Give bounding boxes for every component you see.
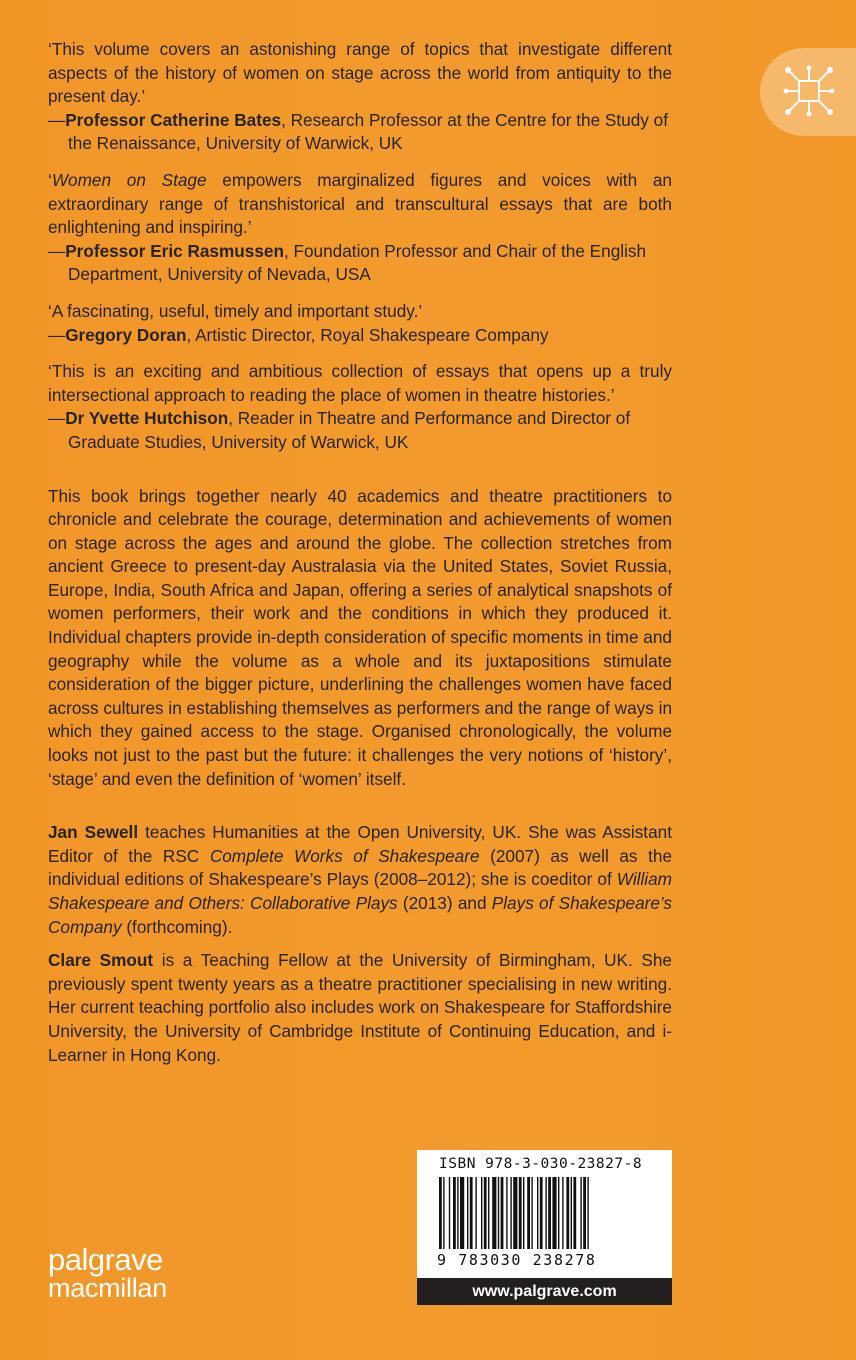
barcode-image bbox=[439, 1177, 651, 1249]
quote-text: ‘This volume covers an astonishing range of topics that investigate different aspects of the history of women on stage across the world from antiquity to the present day.’ bbox=[48, 39, 672, 107]
barcode-bar bbox=[510, 1177, 511, 1249]
quote-text: ‘A fascinating, useful, timely and important study.’ bbox=[48, 300, 423, 321]
quote-text: ‘Women on Stage empowers marginalized figures and voices with an extraordinary range of transhistorical and transcultural essays that are both enlightening and inspiring.’ bbox=[48, 169, 672, 238]
barcode-bar bbox=[470, 1177, 473, 1249]
barcode-bar bbox=[523, 1177, 524, 1249]
cover-text bbox=[48, 38, 672, 1067]
endorser-name: Professor Catherine Bates bbox=[65, 109, 282, 130]
endorser-name: Gregory Doran bbox=[65, 324, 187, 345]
quote-text: ‘This is an exciting and ambitious collection of essays that opens up a truly intersectional approach to reading the place of women in theatre histories.’ bbox=[48, 361, 672, 405]
barcode-bar bbox=[587, 1177, 588, 1249]
publisher-url: www.palgrave.com bbox=[417, 1278, 672, 1305]
barcode-bar bbox=[558, 1177, 559, 1249]
isbn-label: ISBN 978-3-030-23827-8 bbox=[439, 1156, 643, 1172]
barcode-bar bbox=[548, 1177, 551, 1249]
barcode-bar bbox=[571, 1177, 572, 1249]
publisher-name-line2: macmillan bbox=[48, 1273, 167, 1303]
barcode-bar bbox=[583, 1177, 586, 1249]
barcode-bar bbox=[501, 1177, 504, 1249]
barcode-bar bbox=[475, 1177, 476, 1249]
barcode-bar bbox=[540, 1177, 543, 1249]
barcode-bar bbox=[566, 1177, 569, 1249]
barcode-bar bbox=[467, 1177, 468, 1249]
publisher-name-line1: palgrave bbox=[48, 1242, 163, 1277]
barcode-digits: 9 783030 238278 bbox=[437, 1251, 597, 1269]
barcode-bar bbox=[453, 1177, 456, 1249]
quote-attribution: —Professor Catherine Bates, Research Professor at the Centre for the Study of the Renaissance, University of Warwick, UK bbox=[48, 109, 668, 154]
endorsement-3 bbox=[48, 300, 672, 347]
endorsement-4 bbox=[48, 360, 672, 454]
quote-attribution: —Dr Yvette Hutchison, Reader in Theatre and Performance and Director of Graduate Studies, University of Warwick, UK bbox=[48, 408, 631, 452]
barcode-bar bbox=[513, 1177, 517, 1249]
isbn-barcode-panel bbox=[417, 1150, 672, 1305]
palgrave-emblem-badge bbox=[760, 48, 856, 136]
barcode-bar bbox=[488, 1177, 489, 1249]
barcode-bar bbox=[545, 1177, 546, 1249]
barcode-bar bbox=[449, 1177, 450, 1249]
barcode-bar bbox=[519, 1177, 522, 1249]
barcode-bar bbox=[484, 1177, 487, 1249]
endorsement-2 bbox=[48, 169, 672, 287]
book-title: Women on Stage bbox=[51, 169, 207, 190]
barcode-bar bbox=[552, 1177, 556, 1249]
publisher-logo bbox=[48, 1242, 167, 1303]
palgrave-network-icon bbox=[780, 62, 838, 120]
quote-attribution: —Professor Eric Rasmussen, Foundation Professor and Chair of the English Department, University of Nevada, USA bbox=[48, 240, 647, 285]
endorser-name: Professor Eric Rasmussen bbox=[65, 240, 284, 261]
author-name: Clare Smout bbox=[48, 950, 154, 971]
barcode-bar bbox=[531, 1177, 532, 1249]
quote-attribution: —Gregory Doran, Artistic Director, Royal Shakespeare Company bbox=[48, 324, 549, 345]
author-name: Jan Sewell bbox=[48, 822, 139, 843]
barcode-bar bbox=[573, 1177, 576, 1249]
author-bio-sewell: Jan Sewell teaches Humanities at the Open University, UK. She was Assistant Editor of the RSC Complete Works of Shakespeare (2007) as well as the individual editions of Shakespeare’s Plays (2008–2012); she is coeditor of William Shakespeare and Others: Collaborative Plays (2013) and Plays of Shakespeare’s Company (forthcoming). bbox=[48, 822, 673, 937]
barcode-bar bbox=[527, 1177, 530, 1249]
author-bio-smout: Clare Smout is a Teaching Fellow at the University of Birmingham, UK. She previously spent twenty years as a theatre practitioner specialising in new writing. Her current teaching portfolio also includes work on Shakespeare for Staffordshire University, the University of Cambridge Institute of Continuing Education, and i-Learner in Hong Kong. bbox=[48, 950, 672, 1065]
barcode-bar bbox=[460, 1177, 464, 1249]
barcode-bar bbox=[562, 1177, 563, 1249]
barcode-bar bbox=[506, 1177, 507, 1249]
barcode-bar bbox=[439, 1177, 442, 1249]
barcode-bar bbox=[457, 1177, 458, 1249]
endorsement-1 bbox=[48, 38, 672, 156]
barcode-bar bbox=[443, 1177, 444, 1249]
book-description: This book brings together nearly 40 academics and theatre practitioners to chronicle and celebrate the courage, determination and achievements of women on stage across the ages and around the globe. The collection stretches from ancient Greece to present-day Australasia via the United States, Soviet Russia, Europe, India, South Africa and Japan, offering a series of analytical snapshots of women performers, their work and the conditions in which they produced it. Individual chapters provide in-depth consideration of specific moments in time and geography while the volume as a whole and its juxtapositions stimulate consideration of the bigger picture, underlining the challenges women have faced across cultures in establishing themselves as performers and the range of ways in which they gained access to the stage. Organised chronologically, the volume looks not just to the past but the future: it challenges the very notions of ‘history’, ‘stage’ and even the definition of ‘women’ itself. bbox=[48, 485, 672, 789]
barcode-bar bbox=[537, 1177, 538, 1249]
barcode-bar bbox=[492, 1177, 496, 1249]
barcode-bar bbox=[481, 1177, 482, 1249]
endorser-name: Dr Yvette Hutchison bbox=[65, 408, 229, 429]
barcode-bar bbox=[498, 1177, 499, 1249]
barcode-bar bbox=[580, 1177, 581, 1249]
